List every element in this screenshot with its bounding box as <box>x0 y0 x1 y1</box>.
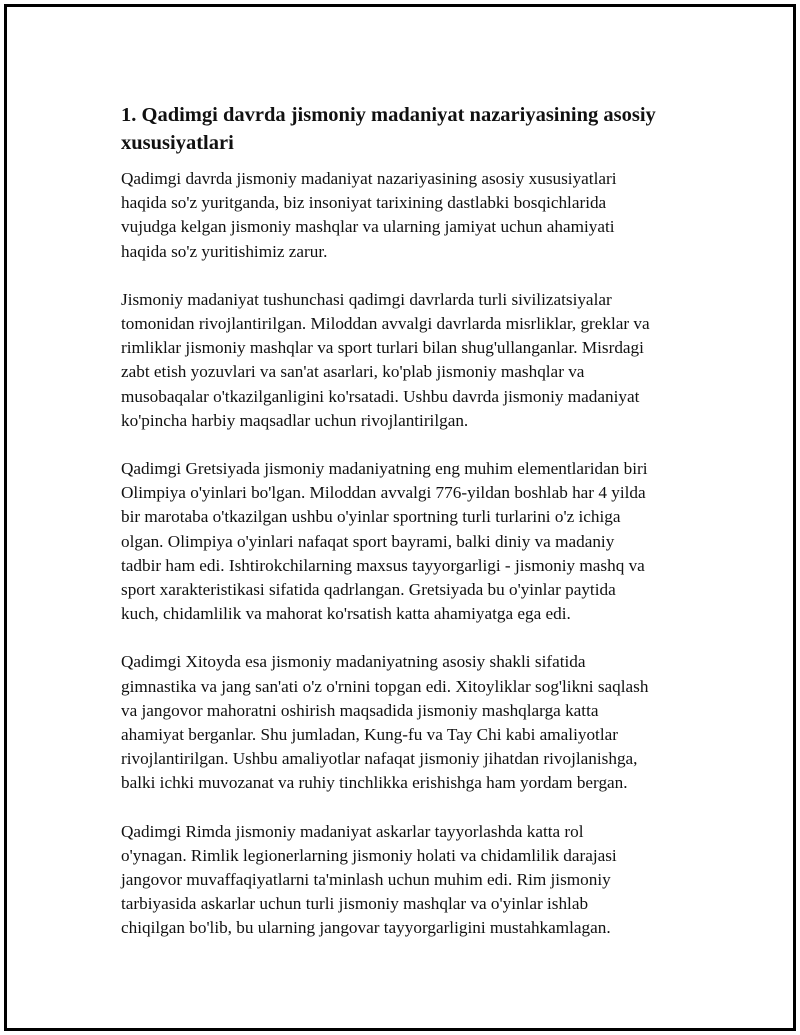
page-frame <box>4 4 796 1031</box>
document-body <box>121 101 701 965</box>
paragraph-rome: Qadimgi Rimda jismoniy madaniyat askarlar tayyorlashda katta rol o'ynagan. Rimlik legionerlarning jismoniy holati va chidamlilik darajasi jangovor muvaffaqiyatlarni ta'minlash uchun muhim edi. Rim jismoniy tarbiyasida askarlar uchun turli jismoniy mashqlar va o'yinlar ishlab chiqilgan bo'lib, bu ularning jangovar tayyorgarligini mustahkamlagan. <box>121 821 617 938</box>
paragraph-china: Qadimgi Xitoyda esa jismoniy madaniyatning asosiy shakli sifatida gimnastika va jang san'ati o'z o'rnini topgan edi. Xitoyliklar sog'likni saqlash va jangovor mahoratni oshirish maqsadida jismoniy mashqlarga katta ahamiyat berganlar. Shu jumladan, Kung-fu va Tay Chi kabi amaliyotlar rivojlantirilgan. Ushbu amaliyotlar nafaqat jismoniy jihatdan rivojlanishga, balki ichki muvozanat va ruhiy tinchlikka erishishga ham yordam bergan. <box>121 652 649 793</box>
paragraph-civilizations: Jismoniy madaniyat tushunchasi qadimgi davrlarda turli sivilizatsiyalar tomonidan rivojlantirilgan. Miloddan avvalgi davrlarda misrliklar, greklar va rimliklar jismoniy mashqlar va sport turlari bilan shug'ullanganlar. Misrdagi zabt etish yozuvlari va san'at asarlari, ko'plab jismoniy mashqlar va musobaqalar o'tkazilganligini ko'rsatadi. Ushbu davrda jismoniy madaniyat ko'pincha harbiy maqsadlar uchun rivojlantirilgan. <box>121 289 650 430</box>
section-heading: 1. Qadimgi davrda jismoniy madaniyat nazariyasining asosiy xususiyatlari <box>121 104 656 154</box>
paragraph-greece: Qadimgi Gretsiyada jismoniy madaniyatning eng muhim elementlaridan biri Olimpiya o'yinlari bo'lgan. Miloddan avvalgi 776-yildan boshlab har 4 yilda bir marotaba o'tkazilgan ushbu o'yinlar sportning turli turlarini o'z ichiga olgan. Olimpiya o'yinlari nafaqat sport bayrami, balki diniy va madaniy tadbir ham edi. Ishtirokchilarning maxsus tayyorgarligi - jismoniy mashq va sport xarakteristikasi sifatida qadrlangan. Gretsiyada bu o'yinlar paytida kuch, chidamlilik va mahorat ko'rsatish katta ahamiyatga ega edi. <box>121 459 648 624</box>
paragraph-intro: Qadimgi davrda jismoniy madaniyat nazariyasining asosiy xususiyatlari haqida so'z yuritganda, biz insoniyat tarixining dastlabki bosqichlarida vujudga kelgan jismoniy mashqlar va ularning jamiyat uchun ahamiyati haqida so'z yuritishimiz zarur. <box>121 169 617 261</box>
